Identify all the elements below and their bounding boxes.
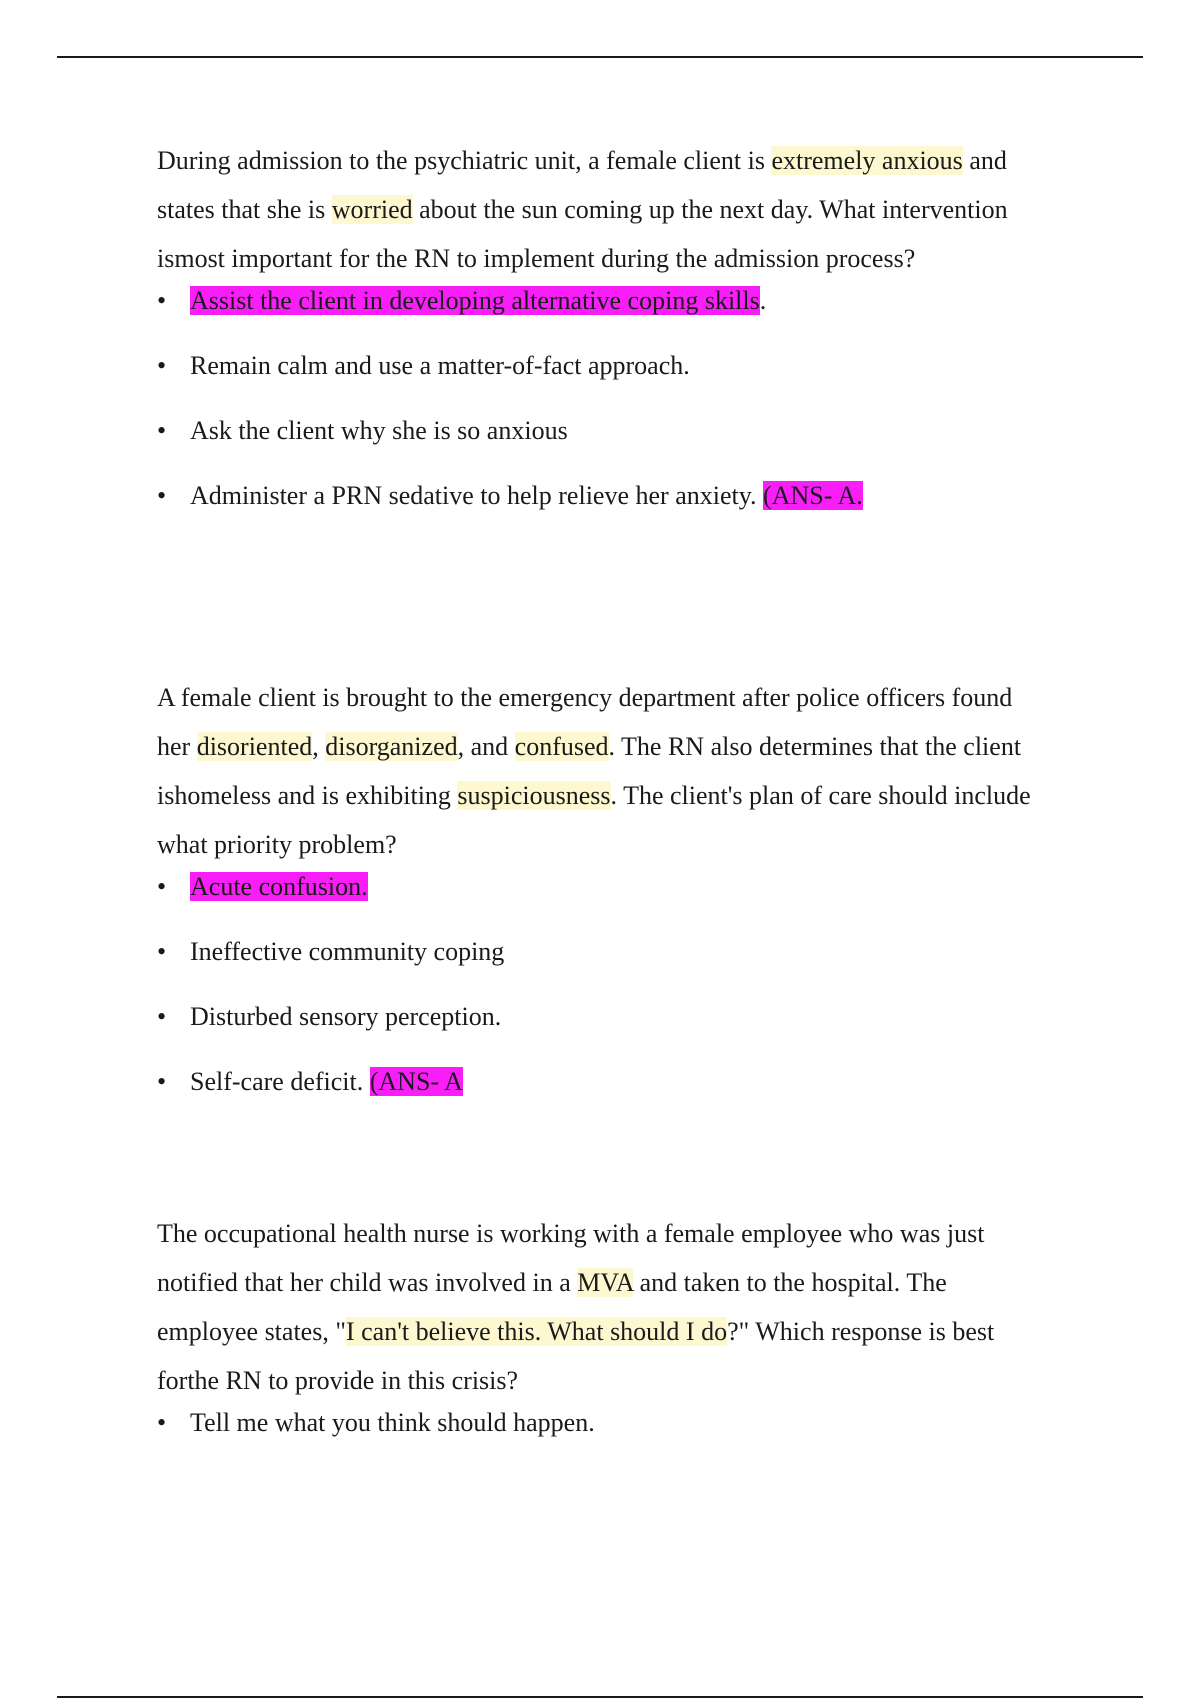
text-run: The occupational health nurse is working with a female employee who was just notified that her child was involved in a <box>157 1219 985 1297</box>
text-run: Ineffective community coping <box>190 937 505 966</box>
highlighted-keyword: confused <box>514 732 609 761</box>
text-run: , <box>312 732 326 761</box>
text-run: . <box>759 286 767 315</box>
text-run: . The client's plan of care should include what priority problem? <box>157 781 1031 859</box>
text-run: During admission to the psychiatric unit, a female client is <box>157 146 772 175</box>
question-stem <box>157 1209 1037 1405</box>
text-run: Tell me what you think should happen. <box>190 1408 595 1437</box>
answer-option <box>157 413 1037 449</box>
text-run: and states that she is <box>157 146 1007 224</box>
question-block-3 <box>157 1209 1037 1441</box>
question-stem <box>157 673 1037 869</box>
question-block-1 <box>157 136 1037 514</box>
answer-options <box>157 283 1037 514</box>
highlighted-answer: Acute confusion. <box>190 872 368 901</box>
highlighted-keyword: disorganized <box>325 732 458 761</box>
highlighted-answer: (ANS- A <box>369 1067 463 1096</box>
text-run: Ask the client why she is so anxious <box>190 416 568 445</box>
header-rule <box>57 56 1143 58</box>
text-run: . The RN also determines that the client ishomeless and is exhibiting <box>157 732 1022 810</box>
question-block-2 <box>157 673 1037 1100</box>
highlighted-keyword: extremely anxious <box>771 146 963 175</box>
answer-options <box>157 869 1037 1100</box>
answer-option <box>157 869 1037 905</box>
highlighted-keyword: disoriented <box>196 732 313 761</box>
answer-option <box>157 283 1037 319</box>
text-run: Remain calm and use a matter-of-fact approach. <box>190 351 690 380</box>
text-run: A female client is brought to the emergency department after police officers found her <box>157 683 1013 761</box>
answer-options <box>157 1405 1037 1441</box>
answer-option <box>157 1064 1037 1100</box>
text-run: about the sun coming up the next day. What intervention ismost important for the RN to implement during the admission process? <box>157 195 1008 273</box>
text-run: Administer a PRN sedative to help relieve her anxiety. <box>190 481 764 510</box>
answer-option <box>157 348 1037 384</box>
text-run: , and <box>457 732 515 761</box>
text-run: Disturbed sensory perception. <box>190 1002 502 1031</box>
highlighted-keyword: MVA <box>577 1268 634 1297</box>
highlighted-keyword: suspiciousness <box>457 781 611 810</box>
text-run: and taken to the hospital. The employee states, " <box>157 1268 947 1346</box>
highlighted-keyword: I can't believe this. What should I do <box>345 1317 728 1346</box>
answer-option <box>157 478 1037 514</box>
text-run: Self-care deficit. <box>190 1067 370 1096</box>
footer-rule <box>57 1696 1143 1698</box>
answer-option <box>157 1405 1037 1441</box>
highlighted-answer: (ANS- A. <box>763 481 863 510</box>
highlighted-answer: Assist the client in developing alternative coping skills <box>190 286 760 315</box>
answer-option <box>157 934 1037 970</box>
question-stem <box>157 136 1037 283</box>
text-run: ?" Which response is best forthe RN to provide in this crisis? <box>157 1317 995 1395</box>
answer-option <box>157 999 1037 1035</box>
highlighted-keyword: worried <box>331 195 413 224</box>
